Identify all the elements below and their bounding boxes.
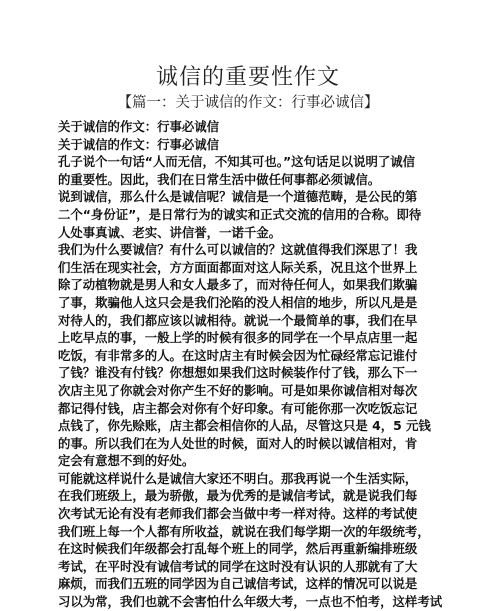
body-line: 麻烦，而我们五班的同学因为自己诚信考试，这样的情况可以说是 <box>58 576 418 592</box>
body-line: 次店主见了你就会对你产生不好的影响。可是如果你诚信相对每次 <box>58 382 418 398</box>
body-line: 对待人的，我们都应该以诚相待。就说一个最简单的事，我们在早 <box>58 312 418 328</box>
body-line: 可能就这样说什么是诚信大家还不明白。那我再说一个生活实际， <box>58 470 418 486</box>
document-body <box>58 118 450 611</box>
body-line: 关于诚信的作文：行事必诚信 <box>58 119 220 134</box>
body-line: 关于诚信的作文：行事必诚信 <box>58 136 220 152</box>
body-line: 孔子说个一句话“人而无信，不知其可也。”这句话足以说明了诚信 <box>58 154 416 170</box>
body-line: 点钱了，你先赊账，店主都会相信你的人品，尽管这只是 4，5 元钱 <box>58 418 431 434</box>
body-line: 的重要性。因此，我们在日常生活中做任何事都必须诚信。 <box>58 171 381 187</box>
document-title: 诚信的重要性作文 <box>155 65 340 90</box>
body-line: 说到诚信，那么什么是诚信呢？诚信是一个道德范畴，是公民的第 <box>58 189 418 205</box>
body-line: 们生活在现实社会，方方面面都面对这人际关系，况且这个世界上 <box>58 259 418 275</box>
body-line: 定会有意想不到的好处。 <box>58 453 195 469</box>
body-line: 在这时候我们年级都会打乱每个班上的同学，然后再重新编排班级 <box>58 541 418 557</box>
body-line: 除了动植物就是男人和女人最多了，而对待任何人，如果我们欺骗 <box>58 277 418 293</box>
body-line: 考试，在平时没有诚信考试的同学在这时没有认识的人那就有了大 <box>58 558 418 574</box>
document-subtitle: 【篇一：关于诚信的作文：行事必诚信】 <box>117 95 379 111</box>
body-line: 了钱？谁没有付钱？你想想如果我们这时候装作付了钱，那么下一 <box>58 365 418 381</box>
body-line: 在我们班级上，最为骄傲，最为优秀的是诚信考试，就是说我们每 <box>58 488 418 504</box>
body-line: 习以为常，我们也就不会害怕什么年级大考，一点也不怕考，这样考试 <box>58 594 443 610</box>
body-line: 我们班上每一个人都有所收益，就说在我们每学期一次的年级统考， <box>58 523 430 539</box>
body-line: 次考试无论有没有老师我们都会当做中考一样对待。这样的考试使 <box>58 506 418 522</box>
body-line: 吃饭，有非常多的人。在这时店主有时候会因为忙碌经常忘记谁付 <box>58 347 418 363</box>
body-line: 人处事真诚、老实、讲信誉，一诺千金。 <box>58 224 282 240</box>
body-line: 二个“身份证”，是日常行为的诚实和正式交流的信用的合称。即待 <box>58 206 422 222</box>
body-line: 上吃早点的事，一般上学的时候有很多的同学在一个早点店里一起 <box>58 330 418 346</box>
body-line: 了事，欺骗他人这只会是我们沦陷的没人相信的地步，所以凡是是 <box>58 294 418 310</box>
body-line: 的事。所以我们在为人处世的时候，面对人的时候以诚信相对，肯 <box>58 435 418 451</box>
body-line: 我们为什么要诚信？有什么可以诚信的？这就值得我们深思了！我 <box>58 242 418 258</box>
body-line: 都记得付钱，店主都会对你有个好印象。有可能你那一次吃饭忘记 <box>58 400 418 416</box>
